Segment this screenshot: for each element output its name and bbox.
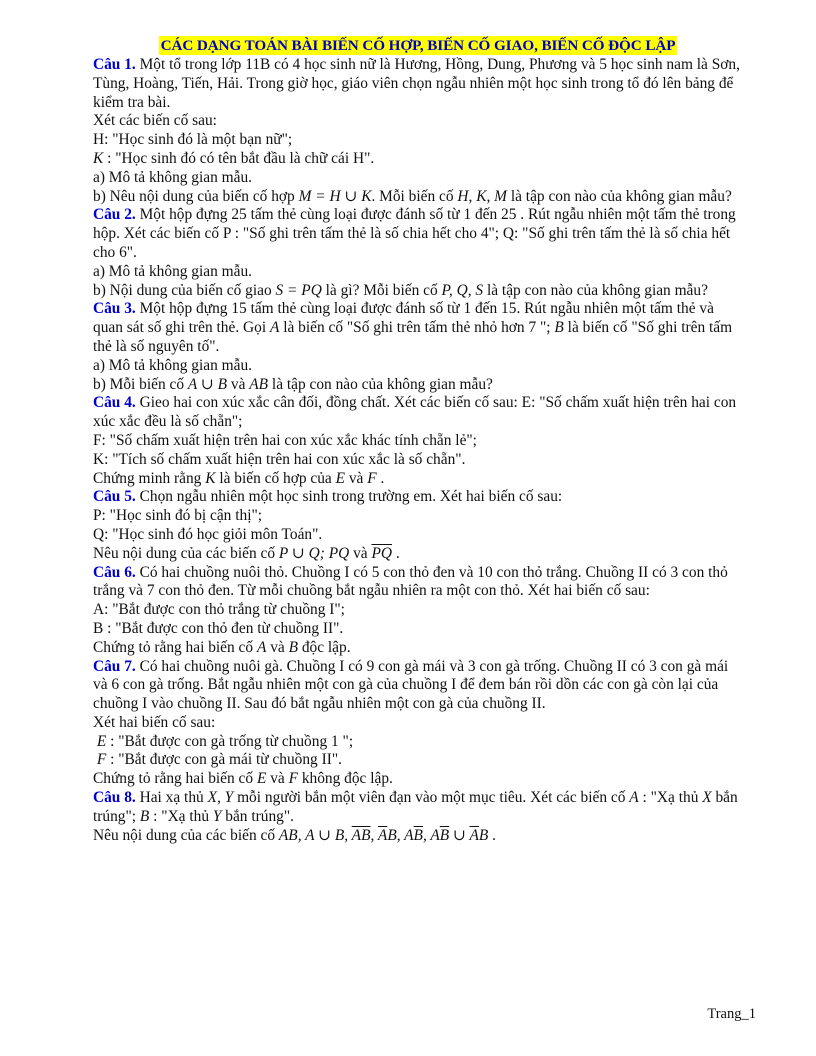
event-p: P: "Học sinh đó bị cận thị"; <box>93 507 263 525</box>
question-label: Câu 3. <box>93 300 136 318</box>
question-3: Câu 3. Một hộp đựng 15 tấm thẻ cùng loại được đánh số từ 1 đến 15. Rút ngẫu nhiên một tấm thẻ và quan sát số ghi trên thẻ. Gọi A là biến cố "Số ghi trên tấm thẻ nhỏ hơn 7 "; B là biến cố "Số ghi trên tấm thẻ là số nguyên tố". <box>93 300 733 355</box>
question-1: Câu 1. Một tổ trong lớp 11B có 4 học sinh nữ là Hương, Hồng, Dung, Phương và 5 học sinh nam là Sơn, Tùng, Hoàng, Tiến, Hải. Trong giờ học, giáo viên chọn ngẫu nhiên một học sinh trong tổ đó lên bảng để kiểm tra bài. <box>93 56 740 111</box>
question-5: Câu 5. Chọn ngẫu nhiên một học sinh trong trường em. Xét hai biến cố sau: <box>93 488 563 506</box>
event-q: Q: "Học sinh đó học giỏi môn Toán". <box>93 525 323 543</box>
task: Chứng tỏ rằng hai biến cố A và B độc lập. <box>93 638 351 656</box>
task: Nêu nội dung của các biến cố AB, A ∪ B, $\overline{AB}$, $\overline{A}B$, $A\overline{B}$, $A\overline{B}$ ∪ $\overline{A}B$ . <box>93 826 497 844</box>
event-f: F: "Số chấm xuất hiện trên hai con xúc xắc khác tính chẵn lẻ"; <box>93 431 477 449</box>
part-b: b) Nội dung của biến cố giao S = PQ là gì? Mỗi biến cố P, Q, S là tập con nào của không gian mẫu? <box>93 281 708 299</box>
events-intro: Xét các biến cố sau: <box>93 112 217 130</box>
question-7: Câu 7. Có hai chuồng nuôi gà. Chuồng I có 9 con gà mái và 3 con gà trống. Chuồng II có 3 con gà mái và 6 con gà trống. Bắt ngẫu nhiên một con gà của chuồng I để đem bán rồi dồn các con gà còn lại của chuồng I vào chuồng II. Sau đó bắt ngẫu nhiên một con gà của chuồng II. <box>93 657 729 713</box>
question-label: Câu 4. <box>93 394 136 412</box>
question-4: Câu 4. Gieo hai con xúc xắc cân đối, đồng chất. Xét các biến cố sau: E: "Số chấm xuất hiện trên hai con xúc xắc đều là số chẵn"; <box>93 394 737 431</box>
question-6: Câu 6. Có hai chuồng nuôi thỏ. Chuồng I có 5 con thỏ đen và 10 con thỏ trắng. Chuồng II có 3 con thỏ trắng và 7 con thỏ đen. Từ mỗi chuồng bắt ngẫu nhiên ra một con thỏ. Xét hai biến cố sau: <box>93 563 728 600</box>
part-b: b) Mỗi biến cố A ∪ B và AB là tập con nào của không gian mẫu? <box>93 375 493 393</box>
task: Chứng minh rằng K là biến cố hợp của E và F . <box>93 469 385 487</box>
part-a: a) Mô tả không gian mẫu. <box>93 168 253 186</box>
event-f: F : "Bắt được con gà mái từ chuồng II". <box>96 751 342 769</box>
question-label: Câu 8. <box>93 789 136 807</box>
question-label: Câu 7. <box>93 657 136 675</box>
question-label: Câu 1. <box>93 56 136 73</box>
event-a: A: "Bắt được con thỏ trắng từ chuồng I"; <box>93 601 345 619</box>
part-a: a) Mô tả không gian mẫu. <box>93 356 253 374</box>
event-h: H: "Học sinh đó là một bạn nữ"; <box>93 131 293 149</box>
question-2: Câu 2. Một hộp đựng 25 tấm thẻ cùng loại được đánh số từ 1 đến 25 . Rút ngẫu nhiên một tấm thẻ trong hộp. Xét các biến cố P : "Số ghi trên tấm thẻ là số chia hết cho 4"; Q: "Số ghi trên tấm thẻ là số chia hết cho 6". <box>93 206 736 261</box>
document-title: CÁC DẠNG TOÁN BÀI BIẾN CỐ HỢP, BIẾN CỐ GIAO, BIẾN CỐ ĐỘC LẬP <box>160 37 676 54</box>
event-k: K : "Học sinh đó có tên bắt đầu là chữ cái H". <box>93 149 375 167</box>
question-label: Câu 6. <box>93 563 136 581</box>
events-intro: Xét hai biến cố sau: <box>93 713 216 731</box>
event-b: B : "Bắt được con thỏ đen từ chuồng II". <box>93 619 344 637</box>
page-number: Trang_1 <box>707 1006 756 1022</box>
event-e: E : "Bắt được con gà trống từ chuồng 1 "; <box>96 732 354 750</box>
task: Nêu nội dung của các biến cố P ∪ Q; PQ và $\overline{PQ}$ . <box>93 544 400 562</box>
question-label: Câu 5. <box>93 488 136 506</box>
part-b: b) Nêu nội dung của biến cố hợp M = H ∪ K. Mỗi biến cố H, K, M là tập con nào của không gian mẫu? <box>93 187 732 205</box>
part-a: a) Mô tả không gian mẫu. <box>93 262 253 280</box>
question-label: Câu 2. <box>93 206 136 224</box>
question-8: Câu 8. Hai xạ thủ X, Y mỗi người bắn một viên đạn vào một mục tiêu. Xét các biến cố A : "Xạ thủ X bắn trúng"; B : "Xạ thủ Y bắn trúng". <box>93 789 738 825</box>
document-page <box>93 36 743 845</box>
task: Chứng tỏ rằng hai biến cố E và F không độc lập. <box>93 770 393 788</box>
event-k: K: "Tích số chấm xuất hiện trên hai con xúc xắc là số chẵn". <box>93 450 466 468</box>
